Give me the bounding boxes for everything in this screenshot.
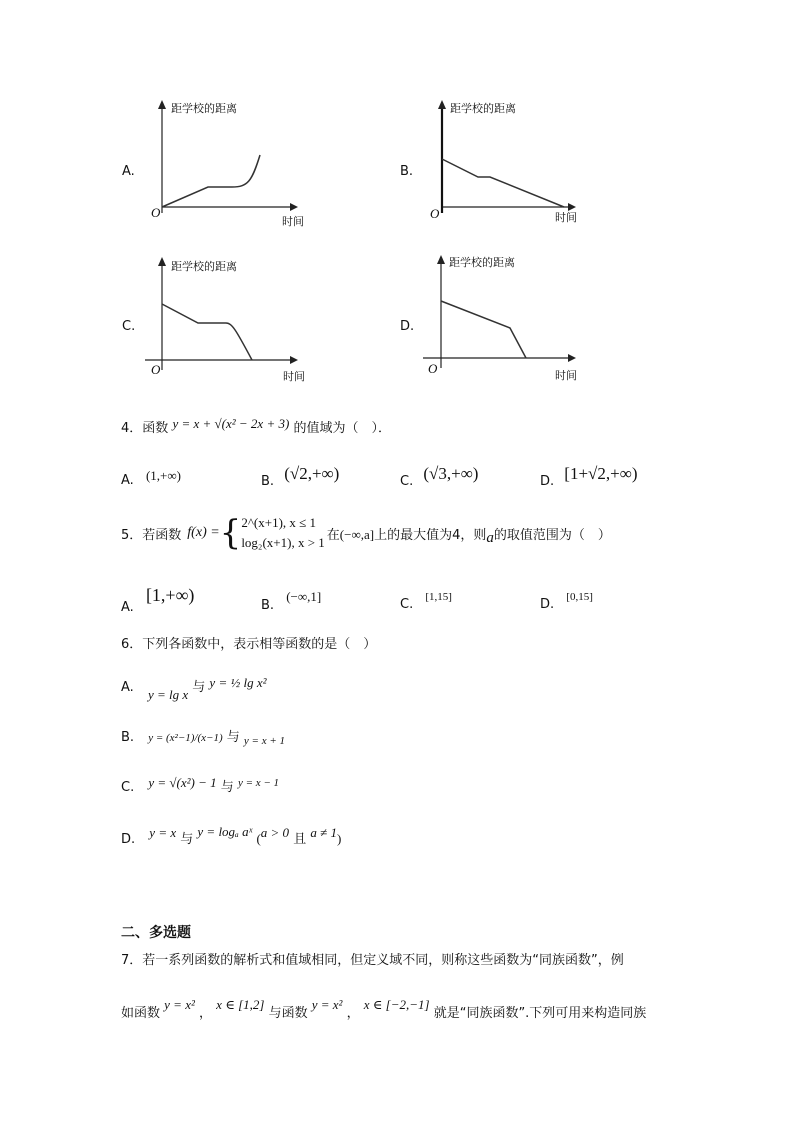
option-c[interactable] bbox=[400, 464, 479, 491]
case-1: 2^(x+1), x ≤ 1 bbox=[241, 515, 317, 530]
option-text: (−∞,1] bbox=[286, 589, 322, 604]
conjunction: 与 bbox=[226, 730, 240, 745]
option-letter: A. bbox=[121, 600, 134, 615]
x-axis-arrow bbox=[290, 203, 298, 211]
stem-text: 函数 bbox=[142, 421, 169, 436]
graph-a-y-label: 距学校的距离 bbox=[171, 102, 237, 115]
stem-text: 与函数 bbox=[268, 1006, 308, 1021]
option-a[interactable] bbox=[121, 468, 181, 490]
stem-text: 如函数 bbox=[121, 1006, 161, 1021]
graph-b-y-label: 距学校的距离 bbox=[450, 102, 516, 115]
graph-d-y-label: 距学校的距离 bbox=[449, 256, 515, 269]
distance-curve bbox=[442, 159, 564, 207]
graph-option-a-letter: A. bbox=[122, 164, 135, 179]
domain-2: x ∈ [−2,−1] bbox=[363, 997, 430, 1012]
y-axis-arrow bbox=[158, 257, 166, 266]
formula-1: y = √(x²) − 1 bbox=[148, 775, 217, 790]
conjunction: 与 bbox=[220, 780, 234, 795]
piecewise-brace: { bbox=[219, 513, 242, 553]
graph-a-origin: O bbox=[151, 205, 161, 220]
question-7-line-2 bbox=[121, 997, 647, 1023]
option-letter: B. bbox=[121, 730, 135, 745]
option-c[interactable] bbox=[400, 591, 452, 614]
question-4-stem bbox=[121, 416, 391, 438]
conjunction: 与 bbox=[180, 832, 194, 847]
y-axis-arrow bbox=[438, 100, 446, 109]
option-text: [1,15] bbox=[425, 591, 452, 603]
option-text: [1,+∞) bbox=[145, 585, 195, 605]
option-a[interactable] bbox=[121, 675, 267, 702]
x-axis-arrow bbox=[290, 356, 298, 364]
condition-1: a > 0 bbox=[260, 825, 290, 840]
graph-b-x-label: 时间 bbox=[555, 211, 577, 224]
stem-text: 在 bbox=[326, 527, 340, 543]
piecewise-cases bbox=[241, 513, 324, 553]
option-letter: A. bbox=[121, 473, 134, 488]
graph-option-d-letter: D. bbox=[400, 319, 415, 334]
formula-2: y = x − 1 bbox=[237, 777, 280, 789]
graph-d-x-label: 时间 bbox=[555, 369, 577, 382]
question-5-stem bbox=[121, 508, 611, 558]
stem-text: 上的最大值为4，则 bbox=[374, 527, 487, 543]
option-text: (1,+∞) bbox=[145, 468, 181, 483]
graph-a-x-label: 时间 bbox=[282, 215, 304, 228]
stem-text: 就是“同族函数”.下列可用来构造同族 bbox=[433, 1006, 647, 1021]
option-letter: C. bbox=[400, 597, 414, 612]
question-number: 4． bbox=[121, 421, 143, 436]
stem-text: 的值域为（ ）． bbox=[293, 421, 391, 436]
interval: (−∞,a] bbox=[339, 527, 375, 542]
function-name: f(x) = bbox=[187, 525, 220, 540]
y-axis-arrow bbox=[158, 100, 166, 109]
graph-option-c-letter: C. bbox=[122, 319, 136, 334]
formula: y = x² bbox=[164, 997, 195, 1012]
stem-text: 的取值范围为（ ） bbox=[493, 527, 611, 543]
option-b[interactable] bbox=[121, 729, 285, 747]
option-b[interactable] bbox=[261, 464, 340, 491]
option-text: (√3,+∞) bbox=[423, 464, 479, 483]
option-d[interactable] bbox=[540, 591, 593, 614]
option-c[interactable] bbox=[121, 775, 280, 797]
formula-1: y = x bbox=[149, 825, 177, 840]
formula: y = x + √(x² − 2x + 3) bbox=[172, 416, 290, 431]
graph-option-b-letter: B. bbox=[400, 164, 414, 179]
option-text: [0,15] bbox=[566, 591, 593, 603]
option-text: (√2,+∞) bbox=[284, 464, 340, 483]
graph-c-origin: O bbox=[151, 362, 161, 377]
option-a[interactable] bbox=[121, 585, 195, 617]
punctuation: ， bbox=[199, 1006, 213, 1021]
option-letter: C. bbox=[400, 474, 414, 489]
question-7-line-1: 7．若一系列函数的解析式和值域相同，但定义域不同，则称这些函数为“同族函数”，例 bbox=[121, 953, 624, 968]
condition-paren: ( bbox=[256, 831, 261, 846]
option-letter: D. bbox=[540, 474, 555, 489]
variable-a: a bbox=[486, 529, 494, 546]
x-axis-arrow bbox=[568, 354, 576, 362]
section-title: 二、多选题 bbox=[121, 925, 191, 941]
graph-c-y-label: 距学校的距离 bbox=[171, 260, 237, 273]
formula-2: y = ½ lg x² bbox=[209, 675, 267, 690]
conjunction-and: 且 bbox=[293, 832, 307, 847]
formula-2: y = logₐ aˣ bbox=[197, 824, 253, 839]
graph-b-origin: O bbox=[430, 206, 440, 221]
formula-1: y = lg x bbox=[147, 687, 189, 702]
case-2: log₂(x+1), x > 1 bbox=[241, 535, 325, 550]
question-6-stem: 6．下列各函数中，表示相等函数的是（ ） bbox=[121, 637, 377, 652]
question-number: 5． bbox=[121, 527, 143, 543]
conjunction: 与 bbox=[192, 680, 206, 695]
option-letter: A. bbox=[121, 680, 134, 695]
formula-2: y = x + 1 bbox=[243, 735, 286, 747]
y-axis-arrow bbox=[437, 255, 445, 264]
formula-1: y = (x²−1)/(x−1) bbox=[148, 732, 223, 744]
distance-curve bbox=[441, 301, 526, 358]
option-d[interactable] bbox=[540, 464, 638, 491]
condition-2: a ≠ 1 bbox=[310, 825, 337, 840]
option-letter: B. bbox=[261, 474, 275, 489]
punctuation: ， bbox=[346, 1006, 360, 1021]
option-d[interactable] bbox=[121, 824, 342, 849]
option-letter: C. bbox=[121, 780, 135, 795]
option-letter: D. bbox=[121, 832, 136, 847]
domain-1: x ∈ [1,2] bbox=[216, 997, 265, 1012]
option-text: [1+√2,+∞) bbox=[564, 464, 638, 483]
stem-text: 若函数 bbox=[142, 527, 182, 543]
distance-curve bbox=[162, 304, 252, 360]
graph-c-x-label: 时间 bbox=[283, 370, 305, 383]
option-letter: D. bbox=[540, 597, 555, 612]
distance-curve bbox=[162, 155, 260, 207]
condition-paren: ) bbox=[337, 831, 342, 846]
option-letter: B. bbox=[261, 598, 275, 613]
option-b[interactable] bbox=[261, 589, 322, 615]
graph-d-origin: O bbox=[428, 361, 438, 376]
formula: y = x² bbox=[311, 997, 343, 1012]
